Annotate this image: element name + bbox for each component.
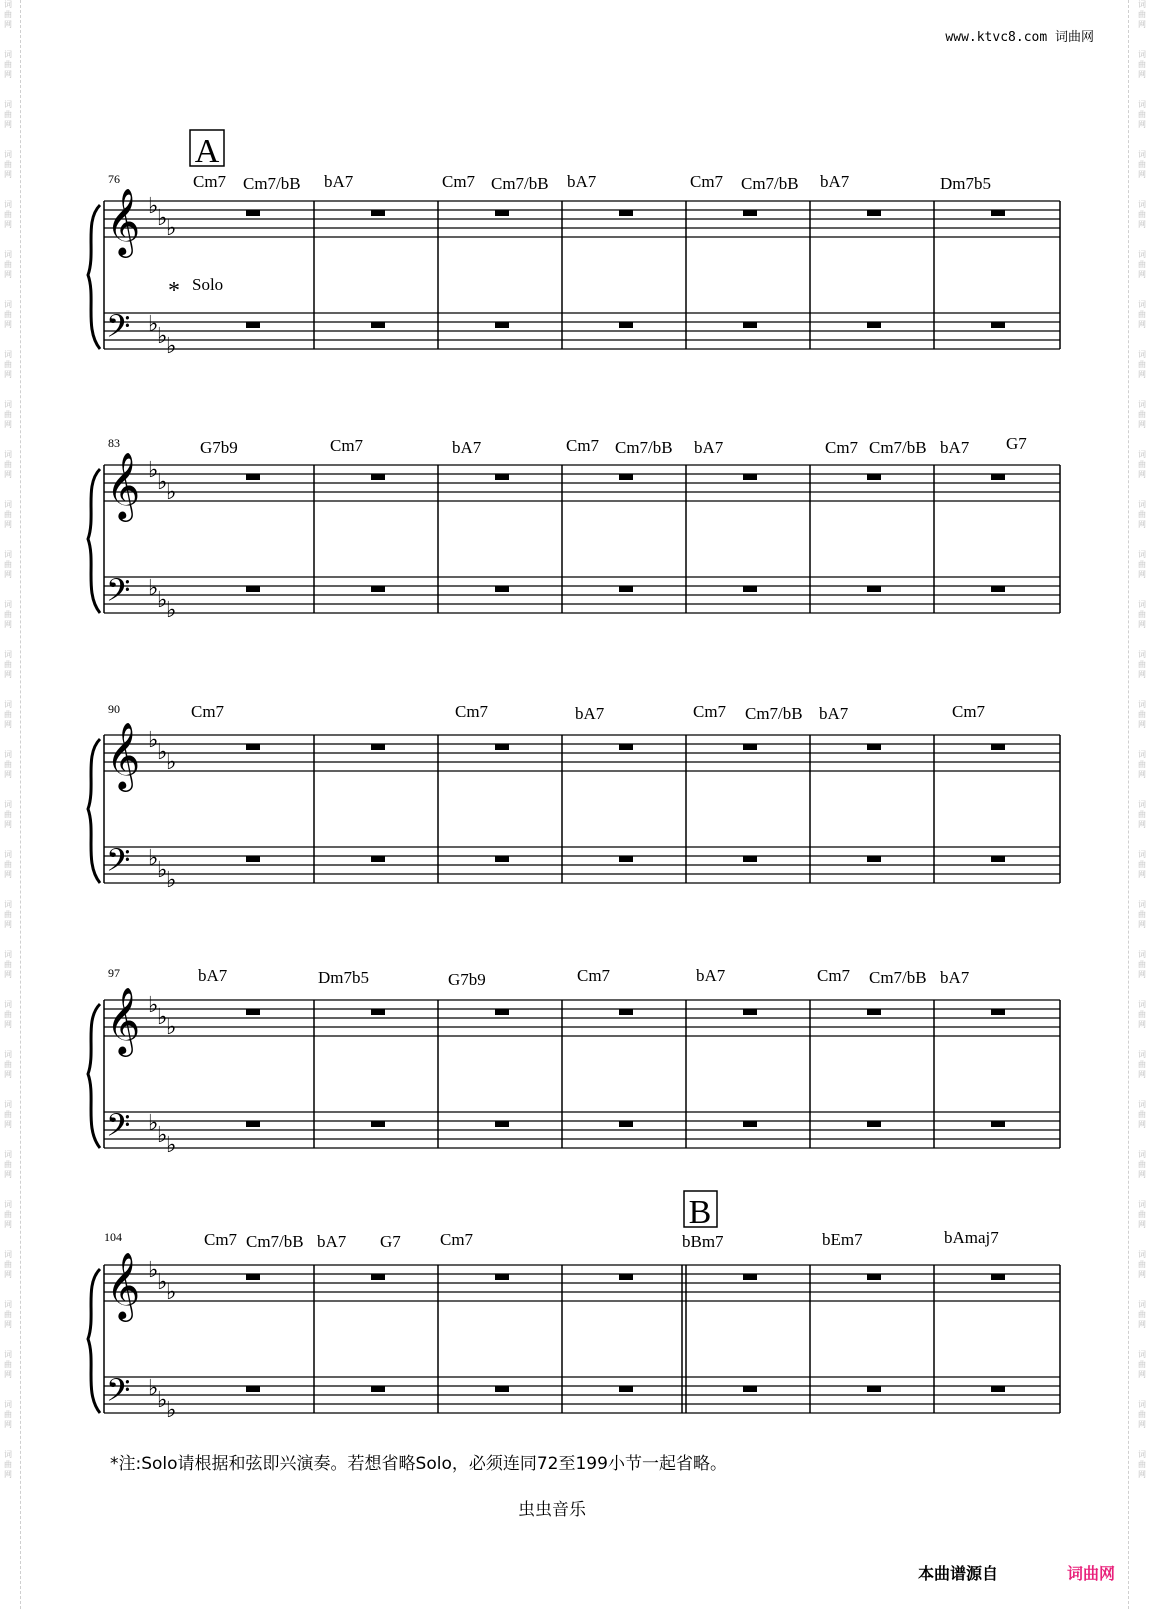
treble-clef: 𝄞 [106, 986, 141, 1054]
chord-symbol: Cm7/bB [491, 174, 549, 193]
svg-text:♭: ♭ [166, 480, 177, 505]
chord-symbol: Cm7/bB [246, 1232, 304, 1251]
source-label: 本曲谱源自 [918, 1564, 999, 1583]
chord-symbol: Cm7 [193, 172, 227, 191]
svg-text:♭: ♭ [148, 194, 159, 219]
svg-text:♭: ♭ [166, 1280, 177, 1305]
svg-text:♭: ♭ [148, 458, 159, 483]
chord-symbol: G7 [1006, 434, 1027, 453]
staff-system [88, 986, 1060, 1158]
chord-symbol: bA7 [940, 438, 970, 457]
chord-symbol: Cm7 [566, 436, 600, 455]
chord-symbol: Cm7/bB [869, 438, 927, 457]
right-watermark-strip: 词 曲 网 词 曲 网 词 曲 网 词 曲 网 词 曲 网 词 曲 网 词 曲 网 词 曲 网 词 曲 网 词 曲 网 词 曲 网 词 曲 网 词 曲 网 词 曲 网 词 曲 网 词 曲 网 词 曲 网 词 曲 网 词 曲 网 词 曲 网 词 曲 网 词 曲 网 词 曲 网 词 曲 网 词 曲 网 词 曲 网 词 曲 网 词 曲 网 词 曲 网 词 曲 网 [1138, 0, 1146, 1479]
grand-staff-brace [88, 469, 100, 613]
svg-text:♭: ♭ [148, 1258, 159, 1283]
chord-symbol: Cm7 [825, 438, 859, 457]
svg-text:♭: ♭ [148, 312, 159, 337]
svg-text:♭: ♭ [157, 1123, 168, 1148]
treble-staff-lines [104, 735, 1060, 771]
treble-clef: 𝄞 [106, 187, 141, 255]
chord-symbol: Dm7b5 [940, 174, 991, 193]
svg-text:♭: ♭ [166, 868, 177, 893]
key-signature-bass [148, 1111, 176, 1158]
source-brand-link[interactable]: 词曲网 [1067, 1564, 1116, 1583]
site-header: www.ktvc8.com 词曲网 [945, 30, 1094, 45]
treble-staff-lines [104, 201, 1060, 237]
grand-staff-brace [88, 739, 100, 883]
chord-symbol: Cm7 [455, 702, 489, 721]
chord-symbol: bA7 [198, 966, 228, 985]
chord-symbol: Cm7/bB [869, 968, 927, 987]
svg-text:♭: ♭ [157, 858, 168, 883]
chord-symbol: Cm7/bB [243, 174, 301, 193]
svg-text:♭: ♭ [148, 846, 159, 871]
solo-asterisk: * [168, 278, 180, 304]
svg-text:♭: ♭ [148, 728, 159, 753]
svg-text:♭: ♭ [157, 324, 168, 349]
measure-number: 90 [108, 702, 120, 716]
measure-number: 76 [108, 172, 120, 186]
bass-staff-lines [104, 1112, 1060, 1148]
chord-symbol: bA7 [317, 1232, 347, 1251]
key-signature-bass [148, 846, 176, 893]
chord-symbol: G7b9 [200, 438, 238, 457]
chord-symbol: bA7 [575, 704, 605, 723]
treble-clef: 𝄞 [106, 451, 141, 519]
staff-system [88, 187, 1060, 359]
chord-symbol: Cm7 [952, 702, 986, 721]
chord-symbol: bA7 [694, 438, 724, 457]
svg-text:♭: ♭ [157, 740, 168, 765]
svg-text:♭: ♭ [157, 206, 168, 231]
chord-symbol: bA7 [567, 172, 597, 191]
chord-symbol: bA7 [696, 966, 726, 985]
chord-symbol: bA7 [324, 172, 354, 191]
measure-number: 97 [108, 966, 120, 980]
bass-clef: 𝄢 [106, 1372, 131, 1416]
svg-text:♭: ♭ [166, 334, 177, 359]
footnote: *注:Solo请根据和弦即兴演奏。若想省略Solo，必须连同72至199小节一起省略。 [110, 1454, 727, 1474]
bass-staff-lines [104, 313, 1060, 349]
svg-text:♭: ♭ [148, 1376, 159, 1401]
chord-symbol: Dm7b5 [318, 968, 369, 987]
treble-staff-lines [104, 1000, 1060, 1036]
bass-staff-lines [104, 1377, 1060, 1413]
chord-symbol: Cm7 [693, 702, 727, 721]
chord-symbol: Cm7 [440, 1230, 474, 1249]
chord-symbol: bA7 [820, 172, 850, 191]
key-signature-bass [148, 1376, 176, 1423]
svg-text:♭: ♭ [166, 1015, 177, 1040]
chord-symbol: bA7 [452, 438, 482, 457]
grand-staff-brace [88, 1004, 100, 1148]
chord-symbol: Cm7 [690, 172, 724, 191]
staff-system [88, 721, 1060, 893]
svg-text:♭: ♭ [157, 1005, 168, 1030]
svg-text:♭: ♭ [166, 750, 177, 775]
key-signature-bass [148, 576, 176, 623]
staff-system [88, 451, 1060, 623]
measure-number: 83 [108, 436, 120, 450]
solo-label: Solo [192, 275, 224, 294]
svg-text:♭: ♭ [166, 1133, 177, 1158]
chord-symbol: bA7 [940, 968, 970, 987]
chord-symbol: Cm7 [577, 966, 611, 985]
left-watermark-strip: 词 曲 网 词 曲 网 词 曲 网 词 曲 网 词 曲 网 词 曲 网 词 曲 网 词 曲 网 词 曲 网 词 曲 网 词 曲 网 词 曲 网 词 曲 网 词 曲 网 词 曲 网 词 曲 网 词 曲 网 词 曲 网 词 曲 网 词 曲 网 词 曲 网 词 曲 网 词 曲 网 词 曲 网 词 曲 网 词 曲 网 词 曲 网 词 曲 网 词 曲 网 词 曲 网 [4, 0, 12, 1479]
treble-clef: 𝄞 [106, 721, 141, 789]
chord-symbol: G7b9 [448, 970, 486, 989]
treble-staff-lines [104, 465, 1060, 501]
svg-text:♭: ♭ [157, 1388, 168, 1413]
svg-text:♭: ♭ [157, 470, 168, 495]
grand-staff-brace [88, 205, 100, 349]
chord-symbol: Cm7 [330, 436, 364, 455]
svg-text:♭: ♭ [157, 588, 168, 613]
chord-symbol: Cm7 [191, 702, 225, 721]
svg-text:♭: ♭ [157, 1270, 168, 1295]
svg-text:♭: ♭ [148, 993, 159, 1018]
chord-symbol: bBm7 [682, 1232, 724, 1251]
svg-text:♭: ♭ [148, 576, 159, 601]
svg-text:♭: ♭ [148, 1111, 159, 1136]
treble-clef: 𝄞 [106, 1251, 141, 1319]
chord-symbol: Cm7/bB [745, 704, 803, 723]
chord-symbol: Cm7 [442, 172, 476, 191]
bass-staff-lines [104, 577, 1060, 613]
bass-staff-lines [104, 847, 1060, 883]
bass-clef: 𝄢 [106, 308, 131, 352]
chord-symbol: bEm7 [822, 1230, 863, 1249]
chord-symbol: bA7 [819, 704, 849, 723]
key-signature-bass [148, 312, 176, 359]
treble-staff-lines [104, 1265, 1060, 1301]
staff-system [88, 1251, 1060, 1423]
bass-clef: 𝄢 [106, 842, 131, 886]
chord-symbol: Cm7/bB [741, 174, 799, 193]
chord-symbol: Cm7 [817, 966, 851, 985]
publisher: 虫虫音乐 [518, 1500, 586, 1520]
bass-clef: 𝄢 [106, 1107, 131, 1151]
chord-symbol: Cm7/bB [615, 438, 673, 457]
svg-text:♭: ♭ [166, 216, 177, 241]
rehearsal-mark-a: A [194, 133, 220, 170]
grand-staff-brace [88, 1269, 100, 1413]
measure-number: 104 [104, 1230, 122, 1244]
bass-clef: 𝄢 [106, 572, 131, 616]
svg-text:♭: ♭ [166, 598, 177, 623]
chord-symbol: G7 [380, 1232, 401, 1251]
chord-symbol: Cm7 [204, 1230, 238, 1249]
svg-text:♭: ♭ [166, 1398, 177, 1423]
rehearsal-mark-b: B [688, 1194, 712, 1231]
chord-symbol: bAmaj7 [944, 1228, 999, 1247]
